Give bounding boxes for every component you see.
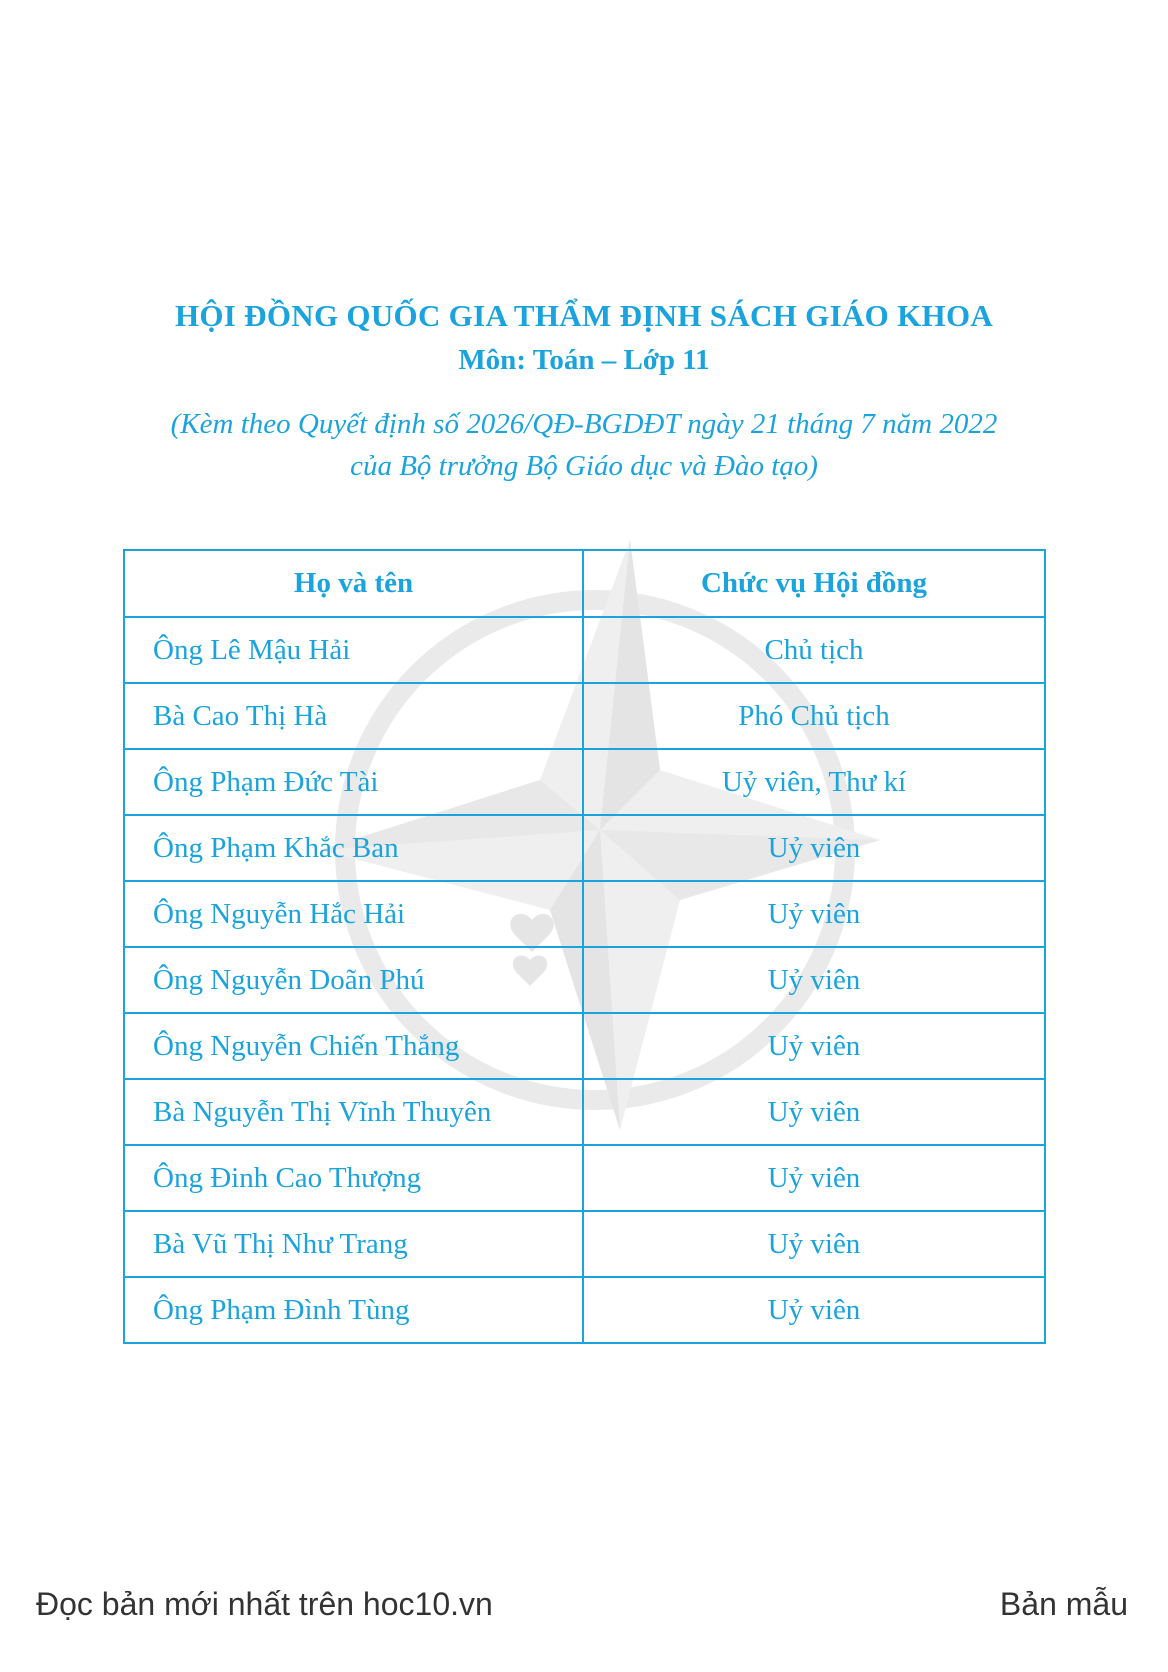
- table-row: [124, 947, 1045, 1013]
- table-row: [124, 617, 1045, 683]
- member-role: Uỷ viên: [583, 881, 1045, 947]
- table-row: [124, 815, 1045, 881]
- member-role: Uỷ viên: [583, 1211, 1045, 1277]
- council-members-table: [123, 549, 1046, 1344]
- member-role: Uỷ viên: [583, 815, 1045, 881]
- member-name: Ông Phạm Đức Tài: [124, 749, 583, 815]
- member-role: Uỷ viên, Thư kí: [583, 749, 1045, 815]
- member-name: Ông Phạm Khắc Ban: [124, 815, 583, 881]
- member-name: Ông Nguyễn Doãn Phú: [124, 947, 583, 1013]
- member-role: Chủ tịch: [583, 617, 1045, 683]
- decision-line-1: (Kèm theo Quyết định số 2026/QĐ-BGDĐT ngày 21 tháng 7 năm 2022: [170, 408, 998, 440]
- member-name: Bà Vũ Thị Như Trang: [124, 1211, 583, 1277]
- member-name: Ông Đinh Cao Thượng: [124, 1145, 583, 1211]
- member-role: Phó Chủ tịch: [583, 683, 1045, 749]
- page-title: HỘI ĐỒNG QUỐC GIA THẨM ĐỊNH SÁCH GIÁO KHOA: [174, 298, 994, 333]
- decision-line-2: của Bộ trưởng Bộ Giáo dục và Đào tạo): [350, 450, 818, 482]
- table-row: [124, 1211, 1045, 1277]
- member-role: Uỷ viên: [583, 1277, 1045, 1343]
- page-subtitle: Môn: Toán – Lớp 11: [458, 344, 710, 376]
- member-name: Bà Nguyễn Thị Vĩnh Thuyên: [124, 1079, 583, 1145]
- footer-website-note: Đọc bản mới nhất trên hoc10.vn: [36, 1586, 493, 1622]
- table-row: [124, 1145, 1045, 1211]
- table-row: [124, 1013, 1045, 1079]
- member-name: Ông Nguyễn Chiến Thắng: [124, 1013, 583, 1079]
- member-role: Uỷ viên: [583, 947, 1045, 1013]
- table-header-row: [124, 550, 1045, 617]
- member-name: Ông Phạm Đình Tùng: [124, 1277, 583, 1343]
- footer-sample-label: Bản mẫu: [999, 1586, 1128, 1622]
- member-role: Uỷ viên: [583, 1079, 1045, 1145]
- table-row: [124, 1079, 1045, 1145]
- table-row: [124, 1277, 1045, 1343]
- table-row: [124, 683, 1045, 749]
- member-role: Uỷ viên: [583, 1145, 1045, 1211]
- header-council-position: Chức vụ Hội đồng: [583, 550, 1045, 617]
- member-name: Ông Lê Mậu Hải: [124, 617, 583, 683]
- table-row: [124, 881, 1045, 947]
- table-row: [124, 749, 1045, 815]
- header-full-name: Họ và tên: [124, 550, 583, 617]
- member-name: Ông Nguyễn Hắc Hải: [124, 881, 583, 947]
- member-name: Bà Cao Thị Hà: [124, 683, 583, 749]
- member-role: Uỷ viên: [583, 1013, 1045, 1079]
